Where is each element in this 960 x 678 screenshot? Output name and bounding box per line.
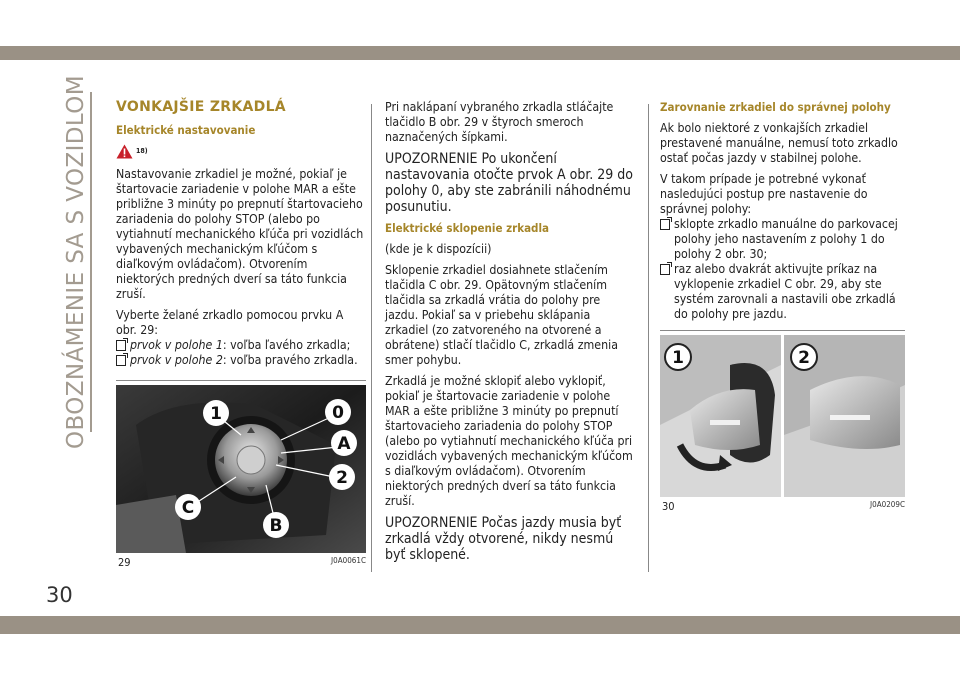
figure-number: 30 [662, 500, 675, 513]
label-a: A [337, 434, 351, 454]
subheading-electric-fold: Elektrické sklopenie zrkadla [385, 221, 549, 235]
column-divider-2 [648, 104, 649, 572]
column-1 [116, 100, 366, 368]
paragraph: Zrkadlá je možné sklopiť alebo vyklopiť, pokiaľ je štartovacie zariadenie v polohe MAR a ešte približne 3 minúty po prepnutí štartovacieho zariadenia do polohy STOP (alebo po vytiahnutí mechanického kľúča pri vozidlách vybavených mechanickým kľúčom s diaľkovým ovládačom). Otvorením niektorých predných dverí sa táto funkcia zruší. [385, 374, 633, 508]
figure-caption [660, 497, 905, 513]
figure-code: J0A0061C [331, 556, 366, 565]
figure-30 [660, 330, 905, 513]
paragraph: Pri naklápaní vybraného zrkadla stláčajte tlačidlo B obr. 29 v štyroch smeroch naznačených šípkami. [385, 100, 614, 144]
note-upozornenie: UPOZORNENIE Po ukončení nastavovania otočte prvok A obr. 29 do polohy 0, aby ste zabránili náhodnému posunutiu. [385, 151, 633, 215]
bullet-icon [660, 219, 670, 230]
figure-number: 29 [118, 556, 131, 569]
warning-triangle-icon [116, 144, 133, 159]
bullet-icon [116, 355, 126, 366]
label-2: 2 [798, 348, 810, 368]
label-1: 1 [672, 348, 684, 368]
bullet-text: : voľba pravého zrkadla. [222, 353, 358, 367]
paragraph: Nastavovanie zrkadiel je možné, pokiaľ je štartovacie zariadenie v polohe MAR a ešte približne 3 minúty po prepnutí štartovacieho zariadenia do polohy STOP (alebo po vytiahnutí mechanického kľúča pri vozidlách vybavených mechanickým kľúčom s diaľkovým ovládačom). Otvorením niektorých predných dverí sa táto funkcia zruší. [116, 167, 364, 301]
subheading-alignment: Zarovnanie zrkadiel do správnej polohy [660, 100, 891, 114]
bullet-text: raz alebo dvakrát aktivujte príkaz na vyklopenie zrkadiel C obr. 29, aby ste systém zarovnali a nastavili obe zrkadlá do polohy pre jazdu. [674, 262, 896, 321]
label-c: C [181, 498, 195, 518]
label-0: 0 [332, 403, 344, 423]
list-item [660, 217, 905, 262]
section-sidebar [60, 74, 92, 450]
list-item [116, 353, 366, 368]
note-upozornenie: UPOZORNENIE Počas jazdy musia byť zrkadlá vždy otvorené, nikdy nesmú byť sklopené. [385, 515, 622, 563]
mirror-fold-photo [660, 335, 905, 497]
subheading-electric-adjust: Elektrické nastavovanie [116, 123, 256, 137]
bullet-text: sklopte zrkadlo manuálne do parkovacej polohy jeho nastavením z polohy 1 do polohy 2 obr. 30; [674, 217, 898, 261]
list-item [660, 262, 905, 322]
paragraph: Sklopenie zrkadiel dosiahnete stlačením tlačidla C obr. 29. Opätovným stlačením tlačidla sa zrkadlá vrátia do polohy pre jazdu. Pokiaľ sa v priebehu sklápania zrkadiel (zo zatvoreného na otvorené a obrátene) stlačí tlačidlo C, zrkadlá zmenia smer pohybu. [385, 263, 618, 367]
mirror-control-photo [116, 385, 366, 553]
column-divider-1 [371, 104, 372, 572]
bullet-emphasis: prvok v polohe 2 [130, 353, 223, 367]
top-band [0, 46, 960, 60]
page-number: 30 [46, 583, 73, 607]
paragraph: Vyberte želané zrkadlo pomocou prvku A obr. 29: [116, 308, 344, 337]
bullet-text: : voľba ľavého zrkadla; [222, 338, 351, 352]
paragraph: V takom prípade je potrebné vykonať nasledujúci postup pre nastavenie do správnej polohy: [660, 172, 868, 216]
figure-29 [116, 380, 366, 569]
list-item [116, 338, 366, 353]
column-3 [660, 100, 905, 322]
section-title-vertical: OBOZNÁMENIE SA S VOZIDLOM [63, 74, 89, 450]
label-b: B [269, 516, 283, 536]
paragraph: Ak bolo niektoré z vonkajších zrkadiel prestavené manuálne, nemusí toto zrkadlo ostať počas jazdy v stabilnej polohe. [660, 121, 898, 165]
warning-ref-number: 18) [136, 147, 148, 155]
sidebar-divider [90, 92, 92, 432]
bottom-band [0, 616, 960, 634]
bullet-emphasis: prvok v polohe 1 [130, 338, 223, 352]
paragraph: (kde je k dispozícii) [385, 242, 492, 256]
bullet-icon [116, 340, 126, 351]
label-1: 1 [210, 404, 222, 424]
column-2 [385, 100, 635, 569]
bullet-icon [660, 264, 670, 275]
label-2: 2 [336, 468, 348, 488]
section-heading: VONKAJŠIE ZRKADLÁ [116, 99, 286, 115]
figure-code: J0A0209C [870, 500, 905, 509]
warning-reference [116, 144, 366, 159]
figure-caption [116, 553, 366, 569]
